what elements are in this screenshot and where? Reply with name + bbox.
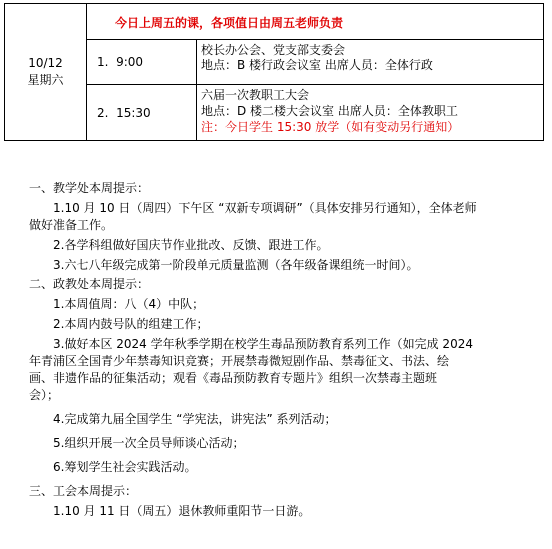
list-item: 6.筹划学生社会实践活动。 [53, 460, 197, 474]
schedule-table [4, 3, 544, 141]
event-row [87, 85, 543, 140]
notice-row [87, 4, 543, 40]
event-time: 15:30 [116, 105, 151, 120]
list-item: 3.做好本区 2024 学年秋季学期在校学生毒品预防教育系列工作（如完成 2024 [53, 337, 473, 351]
list-item: 4.完成第九届全国学生 “学宪法，讲宪法” 系列活动； [53, 412, 337, 426]
event-title: 六届一次教职工大会 [201, 88, 310, 102]
event-number: 1. [97, 55, 109, 69]
section-heading: 一、教学处本周提示： [29, 181, 150, 195]
list-item-continuation: 年青浦区全国青少年禁毒知识竞赛；开展禁毒微短剧作品、禁毒征文、书法、绘 [29, 354, 450, 368]
list-item: 1.10 月 11 日（周五）退休教师重阳节一日游。 [53, 504, 311, 518]
event-detail [201, 87, 459, 135]
list-item: 2.本周内鼓号队的组建工作； [53, 317, 209, 331]
list-item: 3.六七八年级完成第一阶段单元质量监测（各年级备课组统一时间）。 [53, 258, 419, 272]
event-location: 地点：D 楼二楼大会议室 出席人员：全体教职工 [201, 104, 458, 118]
event-detail [201, 43, 433, 73]
weekday: 星期六 [27, 73, 64, 87]
event-title: 校长办公会、党支部支委会 [201, 43, 346, 57]
date: 10/12 [28, 56, 63, 70]
list-item: 1.10 月 10 日（周四）下午区 “双新专项调研”（具体安排另行通知），全体老师 [53, 201, 477, 215]
list-item: 1.本周值周：八（4）中队； [53, 297, 205, 311]
event-row [87, 40, 543, 85]
list-item: 2.各学科组做好国庆节作业批改、反馈、跟进工作。 [53, 238, 329, 252]
event-note: 注：今日学生 15:30 放学（如有变动另行通知） [201, 120, 460, 134]
event-time-cell [87, 40, 197, 84]
weekly-reminders [29, 180, 539, 520]
event-number: 2. [97, 105, 109, 120]
event-location: 地点：B 楼行政会议室 出席人员：全体行政 [201, 58, 433, 72]
event-time: 9:00 [116, 55, 144, 69]
event-time-cell [87, 85, 197, 140]
list-item-continuation: 会）； [29, 388, 60, 402]
list-item: 5.组织开展一次全员导师谈心活动； [53, 436, 245, 450]
list-item-continuation: 做好准备工作。 [29, 218, 114, 232]
list-item-continuation: 画、非遗作品的征集活动；观看《毒品预防教育专题片》组织一次禁毒主题班 [29, 371, 438, 385]
section-heading: 三、工会本周提示： [29, 484, 138, 498]
section-heading: 二、政教处本周提示： [29, 277, 150, 291]
duty-notice: 今日上周五的课，各项值日由周五老师负责 [115, 16, 344, 30]
date-cell [5, 4, 87, 140]
